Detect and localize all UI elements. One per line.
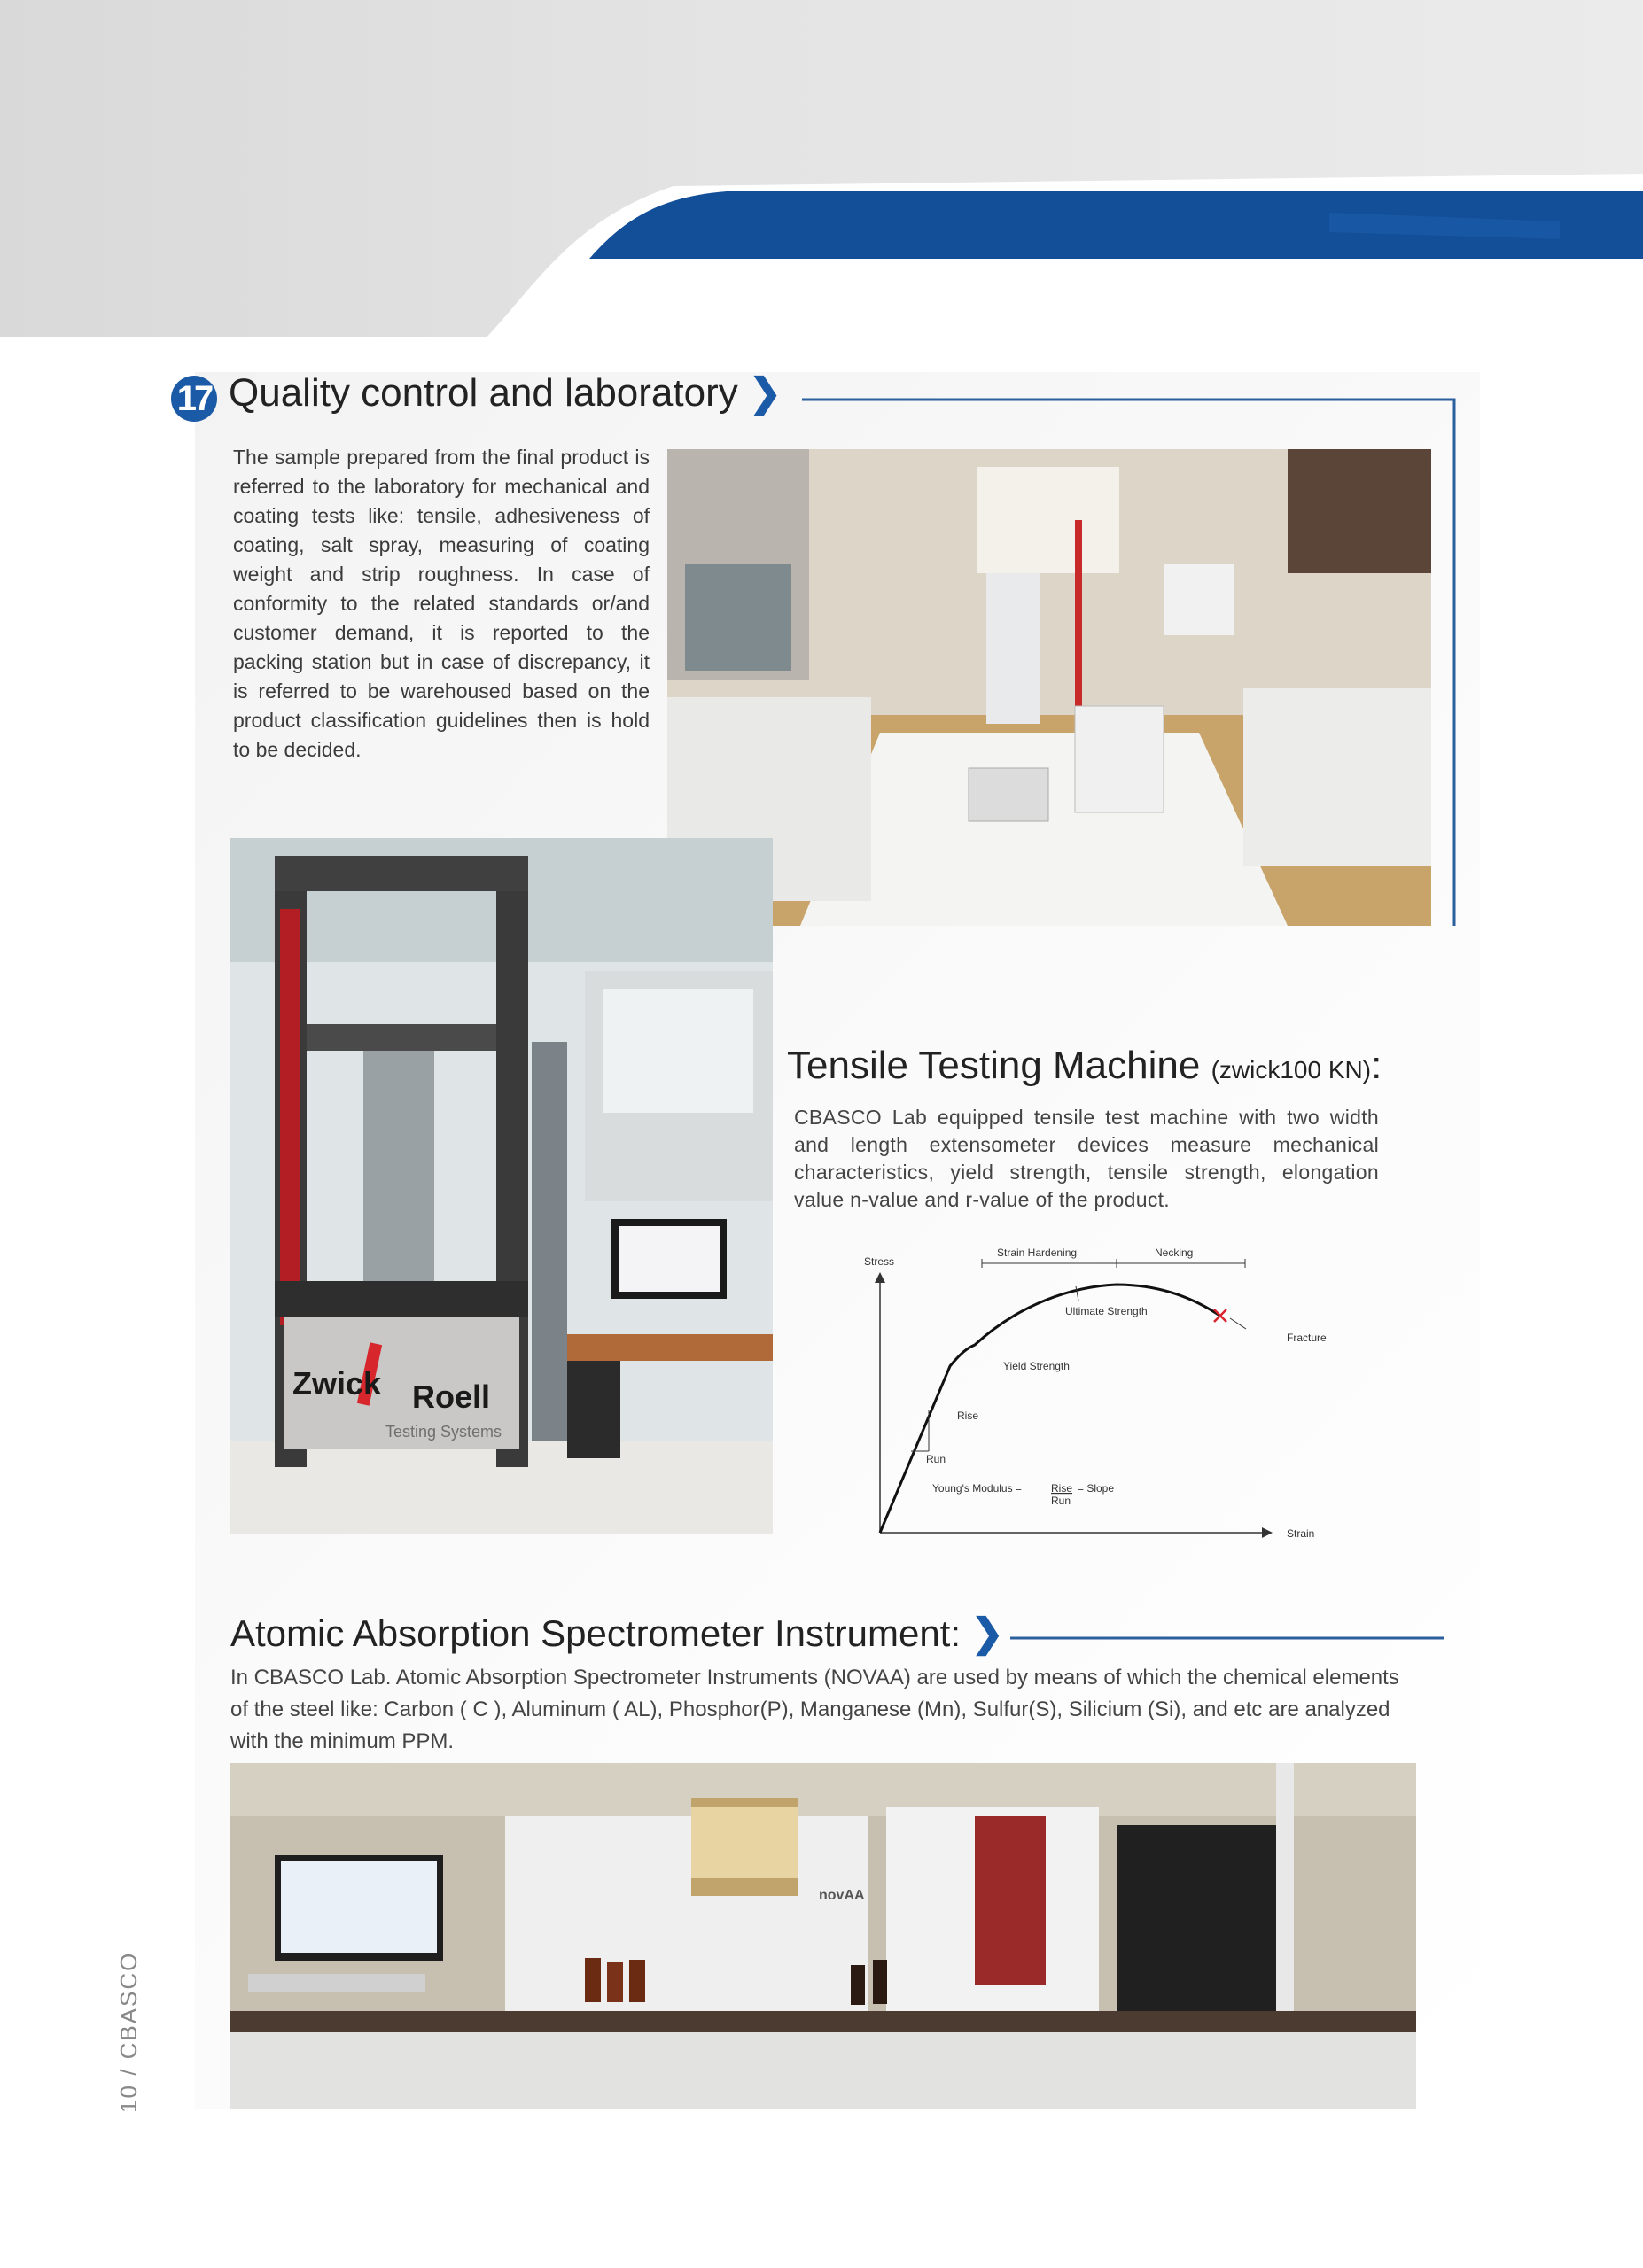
tensile-machine-photo (230, 838, 773, 1534)
ultimate-strength-label: Ultimate Strength (1065, 1305, 1148, 1317)
tensile-title: Tensile Testing Machine (zwick100 KN): (787, 1044, 1382, 1087)
header-wave (0, 0, 1643, 346)
stress-strain-diagram (851, 1231, 1382, 1550)
run-label: Run (926, 1453, 946, 1465)
modulus-run: Run (1051, 1495, 1071, 1507)
modulus-suffix: = Slope (1078, 1482, 1115, 1495)
fracture-label: Fracture (1287, 1332, 1327, 1344)
section-title: Quality control and laboratory ❯ (229, 371, 782, 415)
strain-label: Strain (1287, 1527, 1315, 1540)
brand-roell: Roell (412, 1379, 491, 1415)
fracture-marker (1214, 1309, 1226, 1322)
laboratory-photo (667, 449, 1431, 926)
section-intro: The sample prepared from the final product is referred to the laboratory for mechanical and coating tests like: tensile, adhesiveness of coating, salt spray, measuring of coating weight and strip roughness. In case of conformity to the related standards or/and customer demand, it is reported to the packing station but in case of discrepancy, it is referred to be warehoused based on the product classification guidelines then is hold to be decided. (233, 446, 650, 761)
stress-label: Stress (864, 1255, 895, 1268)
strain-hardening-label: Strain Hardening (997, 1247, 1078, 1259)
aas-instrument-photo (230, 1763, 1416, 2109)
brand-zwick: Zwick (292, 1365, 382, 1402)
section-number-badge: 17 (171, 376, 217, 422)
modulus-prefix: Young's Modulus = (932, 1482, 1022, 1495)
device-label: novAA (819, 1888, 865, 1903)
necking-label: Necking (1155, 1247, 1194, 1259)
aas-description: In CBASCO Lab. Atomic Absorption Spectrometer Instruments (NOVAA) are used by means of which the chemical elements of the steel like: Carbon ( C ), Aluminum ( AL), Phosphor(P), Manganese (Mn), Sulfur(S), Silicium (Si), and etc are analyzed with the minimum PPM. (230, 1666, 1399, 1753)
rise-label: Rise (957, 1410, 979, 1422)
tensile-model: (zwick100 KN) (1211, 1056, 1372, 1084)
aas-title: Atomic Absorption Spectrometer Instrument: ❯ (230, 1612, 1004, 1655)
page-footer: 10 / CBASCO (115, 1951, 142, 2113)
brand-subtitle: Testing Systems (385, 1423, 502, 1441)
yield-strength-label: Yield Strength (1003, 1360, 1070, 1372)
chevron-right-icon: ❯ (970, 1612, 1004, 1655)
aas-rule (1010, 1635, 1453, 1641)
modulus-rise: Rise (1051, 1482, 1073, 1495)
chevron-right-icon: ❯ (748, 371, 782, 415)
tensile-description: CBASCO Lab equipped tensile test machine with two width and length extensometer devices measure mechanical characteristics, yield strength, tensile strength, elongation value n-value and r-value of the product. (794, 1106, 1379, 1211)
